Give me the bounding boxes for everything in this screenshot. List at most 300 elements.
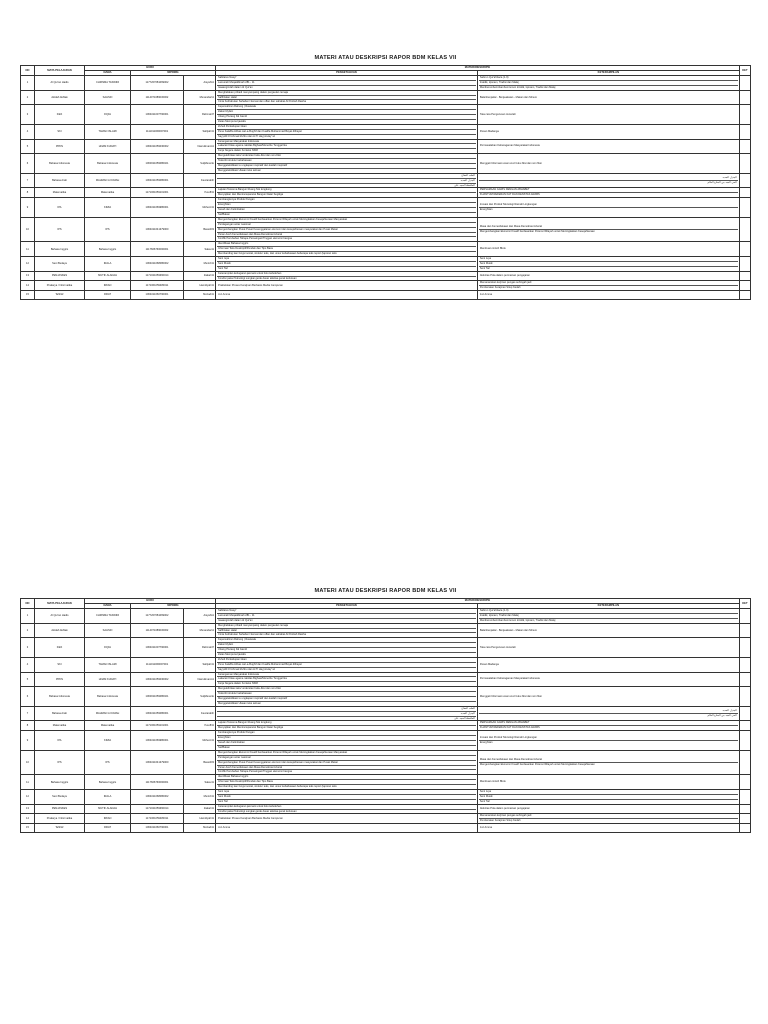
table-row [21, 687, 751, 707]
teacher-nip: 1064011669980001 [131, 731, 184, 751]
pengetahuan-cell [216, 139, 478, 154]
pengetahuan-cell-line: Sel/Bakan [218, 212, 230, 216]
pengetahuan-cell-line: المنزل الجديد [217, 179, 476, 184]
subject-name: IPS [34, 750, 84, 774]
teacher-name: IPS [85, 217, 131, 241]
materi-table [20, 598, 751, 833]
teacher-nip: 1063011059080021 [131, 687, 184, 707]
teacher-name: Matematika [85, 721, 131, 731]
ket-cell [739, 657, 750, 672]
table-row [21, 256, 751, 271]
header-nip: NIP/NRG [131, 71, 216, 76]
teacher-name: Bahasa Indonesia [85, 154, 131, 174]
ket-cell [739, 789, 750, 804]
table-row [21, 804, 751, 814]
pengetahuan-cell-line: Kembangkonya Produk Pangan [217, 731, 476, 736]
teacher-name: CHRISMA TASWIDI [85, 76, 131, 91]
row-number: 11 [21, 242, 35, 257]
ket-cell [739, 721, 750, 731]
ket-cell [739, 731, 750, 751]
row-number: 10 [21, 217, 35, 241]
ket-cell [739, 706, 750, 721]
header-materi: MATERI/DESKRIPSI [216, 599, 740, 604]
row-number: 14 [21, 281, 35, 291]
subject-name: Seni Budaya [34, 256, 84, 271]
keterampilan-cell-line: Juz Amma [479, 292, 493, 296]
teacher-nip: 1177207081069002 [131, 76, 184, 91]
table-row [21, 281, 751, 291]
keterampilan-cell [477, 687, 739, 707]
pengetahuan-cell-line: Seni rupa [217, 790, 476, 795]
table-row [21, 188, 751, 198]
ket-cell [739, 256, 750, 271]
keterampilan-cell-line: Meniberumbermbambumrumon kinidik, Iqonam, Tradisi dan Malaj [479, 618, 556, 622]
ket-cell [739, 154, 750, 174]
teacher-nrg: Rahmat47 [183, 638, 215, 658]
ket-cell [739, 824, 750, 833]
table-row [21, 750, 751, 774]
pengetahuan-cell-line: Perdagangan antar nasional [217, 756, 476, 761]
teacher-nrg: Munandar11 [183, 623, 215, 638]
subject-name: PPKN [34, 672, 84, 687]
row-number: 5 [21, 672, 35, 687]
pengetahuan-cell [216, 687, 478, 707]
teacher-nrg: Yusuff41 [183, 721, 215, 731]
ket-cell [739, 804, 750, 814]
pengetahuan-cell-line: المنزل الجديد [217, 712, 476, 717]
pengetahuan-cell [216, 721, 478, 731]
teacher-name: IRFAN [85, 814, 131, 824]
pengetahuan-cell-line: Sayyidil I/II Ahmad Zuhbu dan Al Ti Hayyiculay' wi [218, 134, 276, 138]
pengetahuan-cell [216, 154, 478, 174]
pengetahuan-cell-line: Keterampilan kebugaran jasmani untuk bolu kebolehan [217, 805, 476, 810]
pengetahuan-cell-line: Peran Aceh Kemerdekaan dan Masa Demokrasi Liberal [217, 766, 476, 771]
keterampilan-cell-line: الحي الجيد من الجناخ العالم [707, 714, 737, 718]
teacher-name: IPS [85, 750, 131, 774]
row-number: 15 [21, 824, 35, 833]
keterampilan-cell [477, 105, 739, 125]
teacher-name: FIQIH [85, 638, 131, 658]
pengetahuan-cell-line: Mengembangkan Ekonomi Kreatif berdasarkan Potensi Wilayah untuk Meningkatkan Kesejahteraan Masyarakat [217, 751, 476, 756]
keterampilan-cell [477, 256, 739, 271]
keterampilan-cell-line: الحي الجيد من الجناخ العالم [707, 181, 737, 185]
keterampilan-cell [477, 814, 739, 824]
keterampilan-cell [477, 271, 739, 281]
subject-name: PENJASKES [34, 271, 84, 281]
pengetahuan-cell-line: Sayyidil I/II Ahmad Zuhbu dan Al Ti Hayyiculay' wi [218, 667, 276, 671]
keterampilan-cell [477, 242, 739, 257]
pengetahuan-cell-line: Informasi Teks Deskriptif/Pendek dan Tips Baca [217, 247, 476, 252]
teacher-nip: 1111011069097001 [131, 124, 184, 139]
pengetahuan-cell-line: Zakat Ulyfain [217, 643, 476, 648]
pengetahuan-cell-line: Energhitan [217, 736, 476, 741]
pengetahuan-cell-line: الحافظة الحمد على [454, 183, 475, 187]
teacher-name: Bahasa Inggris [85, 775, 131, 790]
document-title: MATERI ATAU DESKRIPSI RAPOR BDM KELAS VII [314, 55, 457, 61]
row-number: 4 [21, 657, 35, 672]
pengetahuan-cell [216, 750, 478, 774]
teacher-nrg: Bassi403 [183, 750, 215, 774]
keterampilan-cell-line: Bala/ritenjadar - Benjeakatan - Makan dan Minum [479, 628, 537, 632]
teacher-nip: 1171061059480011 [131, 814, 184, 824]
teacher-nip: 1064011660790001 [131, 824, 184, 833]
subject-name: Prakarya / Informatika [34, 281, 84, 291]
teacher-nrg: Sahijah41 [183, 124, 215, 139]
subject-name: Tahfidz [34, 824, 84, 833]
subject-name: Seni Budaya [34, 789, 84, 804]
subject-name: SKI [34, 124, 84, 139]
teacher-name: IRALA [85, 256, 131, 271]
pengetahuan-cell [216, 804, 478, 814]
ket-cell [739, 291, 750, 300]
pengetahuan-cell-line: Lajutan Teorema Bangun Ruang Sisi lengkung [217, 188, 476, 193]
keterampilan-cell-line: Sabrun Qur'ahbaca (1-9) [479, 609, 738, 614]
table-row [21, 271, 751, 281]
ket-cell [739, 271, 750, 281]
teacher-nrg: Bassi403 [183, 217, 215, 241]
keterampilan-cell-line: Seni Musik [479, 795, 738, 800]
row-number: 4 [21, 124, 35, 139]
document-title: MATERI ATAU DESKRIPSI RAPOR BDM KELAS VII [314, 588, 457, 594]
keterampilan-cell-line: Masa dan Kemerdekaan dan Masa Demokrasi Liberal [479, 225, 738, 230]
teacher-nip: 1064011059030002 [131, 139, 184, 154]
teacher-name: MUTIF ALADAH [85, 271, 131, 281]
pengetahuan-cell-line: Menggelekidikasi Ulasan teks sebuai [218, 701, 261, 705]
pengetahuan-cell [216, 173, 478, 188]
pengetahuan-cell-line: Sabilatus Nasyi' [217, 609, 476, 614]
teacher-name: IRFAN [85, 281, 131, 291]
keterampilan-cell [477, 731, 739, 751]
keterampilan-cell-line: Tata cara Pengurusan Jenazah [479, 112, 516, 116]
pengetahuan-cell [216, 242, 478, 257]
row-number: 1 [21, 76, 35, 91]
keterampilan-cell [477, 76, 739, 91]
teacher-nrg: Sahijah41 [183, 657, 215, 672]
pengetahuan-cell [216, 623, 478, 638]
ket-cell [739, 90, 750, 105]
pengetahuan-cell-line: Identifikasi Bahasa Inggris [217, 775, 476, 780]
pengetahuan-cell-line: Informasi Teks Deskriptif/Pendek dan Tips Baca [217, 780, 476, 785]
pengetahuan-cell-line: Kepemahiran Rahung | Rasiwala [217, 638, 476, 643]
teacher-name: Bahasa Inggris [85, 242, 131, 257]
keterampilan-cell-line: Memanamkan kerjinan pengas sehingah jadi [479, 281, 738, 286]
teacher-nip: 1064011641379000 [131, 750, 184, 774]
pengetahuan-cell-line: Juz Amma [218, 825, 231, 829]
teacher-name: MAHMAN LOCMAH [85, 173, 131, 188]
keterampilan-cell-line: PERSAMAAN GARIS DENGAN ABHABET [479, 188, 738, 193]
keterampilan-cell [477, 672, 739, 687]
pengetahuan-cell [216, 124, 478, 139]
table-row [21, 731, 751, 751]
teacher-name: MUTIF ALADAH [85, 804, 131, 814]
ket-cell [739, 76, 750, 91]
pengetahuan-cell-line: Sel/Bakan [218, 745, 230, 749]
teacher-name: SALIMO [85, 623, 131, 638]
keterampilan-cell-line: Bala/ritenjadar - Benjeakatan - Makan dan Minum [479, 95, 537, 99]
subject-name: Bahasa Indonesia [34, 154, 84, 174]
pengetahuan-cell [216, 90, 478, 105]
pengetahuan-cell-line: Lakacati Kikas agama rakidas Bighasi/Menerbe Tunggal Ika [217, 677, 476, 682]
row-number: 8 [21, 721, 35, 731]
teacher-name: FIQIH [85, 105, 131, 125]
pengetahuan-cell [216, 188, 478, 198]
teacher-nip: 1064011068080002 [131, 256, 184, 271]
teacher-name: RIFAT [85, 291, 131, 300]
pengetahuan-cell-line: Zatas Mempuna Ijawafa [218, 653, 246, 657]
ket-cell [739, 687, 750, 707]
teacher-nrg: Aisyah11 [183, 76, 215, 91]
subject-name: Tahfidz [34, 291, 84, 300]
keterampilan-cell-line: Permasalahan Keberagaman Masyarakat Indonesia [479, 144, 540, 148]
pengetahuan-cell-line: Membanding kan fungsi sosial, struktur teks, dan unsur kebahasaan beberapa teks report (laporan teks [218, 252, 337, 256]
rapor-sheet-bottom [20, 588, 751, 833]
table-row [21, 657, 751, 672]
teacher-nip: 1117666760090001 [131, 242, 184, 257]
keterampilan-cell [477, 775, 739, 790]
keterampilan-cell-line: Seni Musik [479, 262, 738, 267]
row-number: 1 [21, 609, 35, 624]
teacher-nrg: Hamdiyah41 [183, 814, 215, 824]
teacher-nip: 1063011059080021 [131, 154, 184, 174]
keterampilan-cell-line: Inovasi dan Produk Teknologi Ramah Lingkungan [479, 736, 738, 741]
pengetahuan-cell [216, 775, 478, 790]
subject-name: Fikih [34, 105, 84, 125]
materi-table [20, 65, 751, 300]
row-number: 3 [21, 638, 35, 658]
subject-name: IPA [34, 731, 84, 751]
keterampilan-cell-line: Membuat contoh Blots [479, 247, 506, 251]
subject-name: Bahasa Inggris [34, 775, 84, 790]
pengetahuan-cell-line: Menyajikan dan Mentransparansi Bangun Datar Segitiga [218, 726, 284, 730]
pengetahuan-cell [216, 217, 478, 241]
keterampilan-cell-line: Aktivitas Pola dalam permainan pengejaran [479, 807, 530, 811]
row-number: 13 [21, 804, 35, 814]
table-row [21, 775, 751, 790]
subject-name: Bahasa Arab [34, 706, 84, 721]
keterampilan-cell-line: Juz Amma [479, 825, 493, 829]
teacher-nrg: Nasrulimam11 [183, 672, 215, 687]
subject-name: PPKN [34, 139, 84, 154]
keterampilan-cell [477, 721, 739, 731]
pengetahuan-cell-line: Susah dan Kelimbaban [217, 208, 476, 213]
teacher-nrg: Munizi41 [183, 789, 215, 804]
pengetahuan-cell-line: Seni rupa [217, 257, 476, 262]
teacher-name: KIMIA [85, 731, 131, 751]
teacher-nip: 1171061059480011 [131, 281, 184, 291]
teacher-nrg: Aisyah11 [183, 609, 215, 624]
row-number: 10 [21, 750, 35, 774]
keterampilan-cell-line: المنزل الجديد [479, 176, 738, 181]
row-number: 7 [21, 173, 35, 188]
subject-name: IPA [34, 198, 84, 218]
pengetahuan-cell-line: Mengulefnikasi teks/ understan buku-fiksi dan non-fiksi [217, 687, 476, 692]
pengetahuan-cell [216, 706, 478, 721]
pengetahuan-cell-line: Kerja Negara dalam Konteks NKRI [218, 149, 259, 153]
teacher-nip: 1171021059360014 [131, 271, 184, 281]
keterampilan-cell [477, 154, 739, 174]
pengetahuan-cell-line: Zuhelt Perkabupan Islam [217, 125, 476, 130]
pengetahuan-cell-line: Isaaangindah dalam Al Qur'an [218, 618, 253, 622]
ket-cell [739, 814, 750, 824]
pengetahuan-cell [216, 731, 478, 751]
subject-name: SKI [34, 657, 84, 672]
header-no: NO [21, 66, 35, 76]
pengetahuan-cell-line: Membanding kan fungsi sosial, struktur teks, dan unsur kebahasaan beberapa teks report (laporan teks [218, 785, 337, 789]
header-ket: KET [739, 599, 750, 609]
pengetahuan-cell [216, 672, 478, 687]
teacher-nip: 1064011669980001 [131, 198, 184, 218]
ket-cell [739, 750, 750, 774]
table-row [21, 638, 751, 658]
pengetahuan-cell [216, 609, 478, 624]
pengetahuan-cell-line: Zakat Ulyfain [217, 110, 476, 115]
subject-name: Matematika [34, 721, 84, 731]
row-number: 9 [21, 731, 35, 751]
teacher-nip: 1064011641379000 [131, 217, 184, 241]
table-row [21, 609, 751, 624]
ket-cell [739, 609, 750, 624]
ket-cell [739, 217, 750, 241]
pengetahuan-cell-line: Pene Kalaffia Abbas wa!-a-Bughif dan Kualifa Muhammad Bayat dilbayat [217, 663, 476, 668]
teacher-nrg: Zakari41 [183, 804, 215, 814]
row-number: 7 [21, 706, 35, 721]
table-body [21, 609, 751, 833]
subject-name: Fikih [34, 638, 84, 658]
header-nama: NAMA [85, 604, 131, 609]
keterampilan-cell-line: Pesan Madanga [479, 129, 499, 133]
row-number: 14 [21, 814, 35, 824]
pengetahuan-cell [216, 824, 478, 833]
subject-name: Bahasa Inggris [34, 242, 84, 257]
pengetahuan-cell-line: Menyajikan dan Mentransparansi Bangun Datar Segitiga [218, 193, 284, 197]
table-row [21, 623, 751, 638]
pengetahuan-cell-line: Saffi/Jalan Halal [217, 96, 476, 101]
table-row [21, 242, 751, 257]
keterampilan-cell-line: Tata cara Pengurusan Jenazah [479, 645, 516, 649]
teacher-nip: 1177207081069002 [131, 609, 184, 624]
pengetahuan-cell-line: Seni Tari [218, 799, 229, 803]
teacher-nip: 1171021059360014 [131, 804, 184, 814]
pengetahuan-cell-line: Mengulefnikasi teks/ understan buku-fiksi dan non-fiksi [217, 154, 476, 159]
header-keterampilan: KETERAMPILAN [477, 71, 739, 76]
keterampilan-cell-line: PERSAMAAN GARIS DENGAN ABHABET [479, 721, 738, 726]
row-number: 5 [21, 139, 35, 154]
header-ket: KET [739, 66, 750, 76]
pengetahuan-cell-line: Identifikasi Bahasa Inggris [217, 242, 476, 247]
keterampilan-cell [477, 124, 739, 139]
table-row [21, 76, 751, 91]
keterampilan-cell-line: المنزل الجديد [479, 709, 738, 714]
ket-cell [739, 198, 750, 218]
pengetahuan-cell-line: الطب الفقاع [217, 707, 476, 712]
keterampilan-cell-line: Masa dan Kemerdekaan dan Masa Demokrasi Liberal [479, 758, 738, 763]
keterampilan-cell [477, 750, 739, 774]
pengetahuan-cell-line: Perdagangan antar nasional [217, 223, 476, 228]
keterampilan-cell-line: Menggali Informasi ucasi unuz buku fiksi dan non fiksi [479, 161, 542, 165]
pengetahuan-cell-line: Menggelekidikasi tu ungkapan inspiratif dan kaidah inspiratif [217, 697, 476, 702]
pengetahuan-cell-line: Menghafakan pribadi menyampaing dalam pergaulan remaja [217, 91, 476, 96]
ket-cell [739, 173, 750, 188]
keterampilan-cell [477, 638, 739, 658]
row-number: 12 [21, 256, 35, 271]
ket-cell [739, 139, 750, 154]
teacher-nip: 1171061059101001 [131, 188, 184, 198]
pengetahuan-cell-line: Kepemahiran Rahung | Rasiwala [217, 105, 476, 110]
ket-cell [739, 188, 750, 198]
keterampilan-cell [477, 173, 739, 188]
teacher-nip: 1171061059101001 [131, 721, 184, 731]
pengetahuan-cell-line: Konflik Perubahan Tahapa Persaingan/Tinggan ekonomi bangsa [218, 770, 292, 774]
pengetahuan-cell-line: Peran Aceh Kemerdekaan dan Masa Demokrasi Liberal [217, 233, 476, 238]
keterampilan-cell [477, 281, 739, 291]
table-row [21, 173, 751, 188]
keterampilan-cell [477, 139, 739, 154]
pengetahuan-cell-line: Mengembangkan Ekonomi Kreatif berdasarkan Potensi Wilayah untuk Meningkatkan Kesejahteraan Masyarakat [217, 218, 476, 223]
pengetahuan-cell-line: Kondisi pakai Teknologi sungkai gerak dasar atletisa gerak kebutuan [218, 809, 297, 813]
pengetahuan-cell-line: Juz Amma [218, 292, 231, 296]
teacher-nrg: Yusuff41 [183, 188, 215, 198]
subject-name: PENJASKES [34, 804, 84, 814]
table-row [21, 789, 751, 804]
pengetahuan-cell-line: Konflik Perubahan Tahapa Persaingan/Tinggan ekonomi bangsa [218, 237, 292, 241]
teacher-nip: 1064011059080001 [131, 706, 184, 721]
teacher-nrg: Moherc41 [183, 731, 215, 751]
teacher-nip: 1064011007790001 [131, 638, 184, 658]
teacher-nrg: Munandar11 [183, 90, 215, 105]
header-keterampilan: KETERAMPILAN [477, 604, 739, 609]
teacher-nrg: Nasrulimam11 [183, 139, 215, 154]
pengetahuan-cell-line: Mengembangkan Pusat Pusat Kesenggalaran ekonomi dan kesejahteraan masyarakat dan Pusat Mekar [217, 761, 476, 766]
keterampilan-cell-line: Inovasi dan Produk Teknologi Ramah Lingkungan [479, 203, 738, 208]
header-materi: MATERI/DESKRIPSI [216, 66, 740, 71]
table-row [21, 154, 751, 174]
pengetahuan-cell-line: Keterampilan kebugaran jasmani untuk bolu kebolehan [217, 272, 476, 277]
row-number: 6 [21, 154, 35, 174]
pengetahuan-cell-line: Zatas Mempuna Ijawafa [218, 120, 246, 124]
pengetahuan-cell [216, 198, 478, 218]
pengetahuan-cell-line: Cinta Kethabutan Sahabat / Ikeruat dan uffan dan sahabat Al Kholiah Rasiha [218, 633, 307, 637]
keterampilan-cell-line: KUANTUM REFERAN KAT DAN DENSTAS ARABS [479, 726, 540, 730]
teacher-nrg: SuijMenerle [183, 687, 215, 707]
table-row [21, 291, 751, 300]
subject-name: Prakarya / Informatika [34, 814, 84, 824]
pengetahuan-cell-line: Kerja Negara dalam Konteks NKRI [218, 682, 259, 686]
keterampilan-cell-line: Aktivitas Pola dalam permainan pengejaran [479, 274, 530, 278]
keterampilan-cell-line: Meniberumbermbambumrumon kinidik, Iqonam, Tradisi dan Malaj [479, 85, 556, 89]
pengetahuan-cell [216, 105, 478, 125]
pengetahuan-cell-line: Seni Tari [218, 266, 229, 270]
teacher-name: TAMAN ISLAMI [85, 657, 131, 672]
row-number: 2 [21, 623, 35, 638]
teacher-name: SALIMO [85, 90, 131, 105]
keterampilan-cell-line: Mengembangkan Ekonomi Kreatif berdasarkan Potensi Wilayah untuk Meningkatkan Kesejahteraan [479, 230, 595, 234]
ket-cell [739, 105, 750, 125]
keterampilan-cell-line: Menggali Informasi ucasi unuz buku fiksi dan non fiksi [479, 694, 542, 698]
keterampilan-cell-line: KUANTUM REFERAN KAT DAN DENSTAS ARABS [479, 193, 540, 197]
table-row [21, 198, 751, 218]
subject-name: Al Qur'an Hadis [34, 609, 84, 624]
teacher-name: IRALA [85, 789, 131, 804]
ket-cell [739, 775, 750, 790]
keterampilan-cell-line: Membuat contoh Blots [479, 780, 506, 784]
pengetahuan-cell-line: Lajutan Teorema Bangun Ruang Sisi lengkung [217, 721, 476, 726]
header-guru: GURU [85, 599, 216, 604]
teacher-nip: 1117666760090001 [131, 775, 184, 790]
pengetahuan-cell-line: Teksnbit struktur kebahasaan [217, 159, 476, 164]
table-row [21, 721, 751, 731]
subject-name: Al Qur'an Hadis [34, 76, 84, 91]
keterampilan-cell-line: Sabrun Qur'ahbaca (1-9) [479, 76, 738, 81]
